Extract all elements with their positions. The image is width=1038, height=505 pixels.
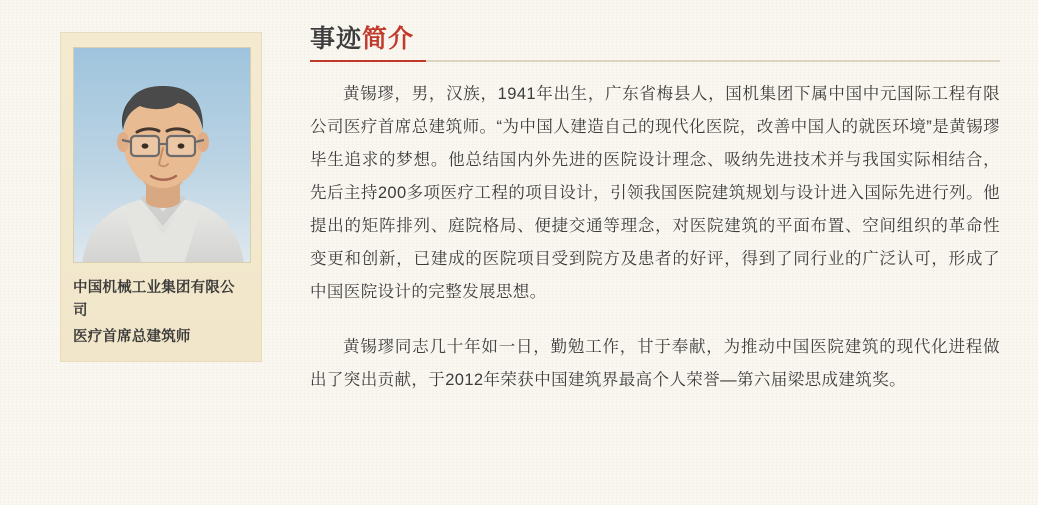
content-area: [262, 24, 1008, 505]
title-divider-accent: [310, 60, 426, 62]
page-title-part2: 简介: [362, 25, 415, 53]
page-title-part1: 事迹: [310, 25, 363, 53]
page-title: [310, 24, 414, 54]
profile-role: 医疗首席总建筑师: [73, 328, 191, 345]
section-header: [310, 24, 1000, 62]
profile-card: [60, 32, 262, 362]
body-paragraph: 黄锡璆，男，汉族，1941年出生，广东省梅县人，国机集团下属中国中元国际工程有限公司医疗首席总建筑师。“为中国人建造自己的现代化医院，改善中国人的就医环境”是黄锡璆毕生追求的梦想。他总结国内外先进的医院设计理念、吸纳先进技术并与我国实际相结合，先后主持200多项医疗工程的项目设计，引领我国医院建筑规划与设计进入国际先进行列。他提出的矩阵排列、庭院格局、便捷交通等理念，对医院建筑的平面布置、空间组织的革命性变更和创新，已建成的医院项目受到院方及患者的好评，得到了同行业的广泛认可，形成了中国医院设计的完整发展思想。: [310, 85, 1000, 301]
portrait-photo: [73, 47, 251, 263]
body-paragraph: 黄锡璆同志几十年如一日，勤勉工作，甘于奉献，为推动中国医院建筑的现代化进程做出了突出贡献，于2012年荣获中国建筑界最高个人荣誉—第六届梁思成建筑奖。: [310, 338, 1000, 389]
profile-organization: 中国机械工业集团有限公司: [73, 280, 235, 320]
profile-caption: [73, 277, 249, 349]
portrait-illustration: [74, 48, 251, 263]
